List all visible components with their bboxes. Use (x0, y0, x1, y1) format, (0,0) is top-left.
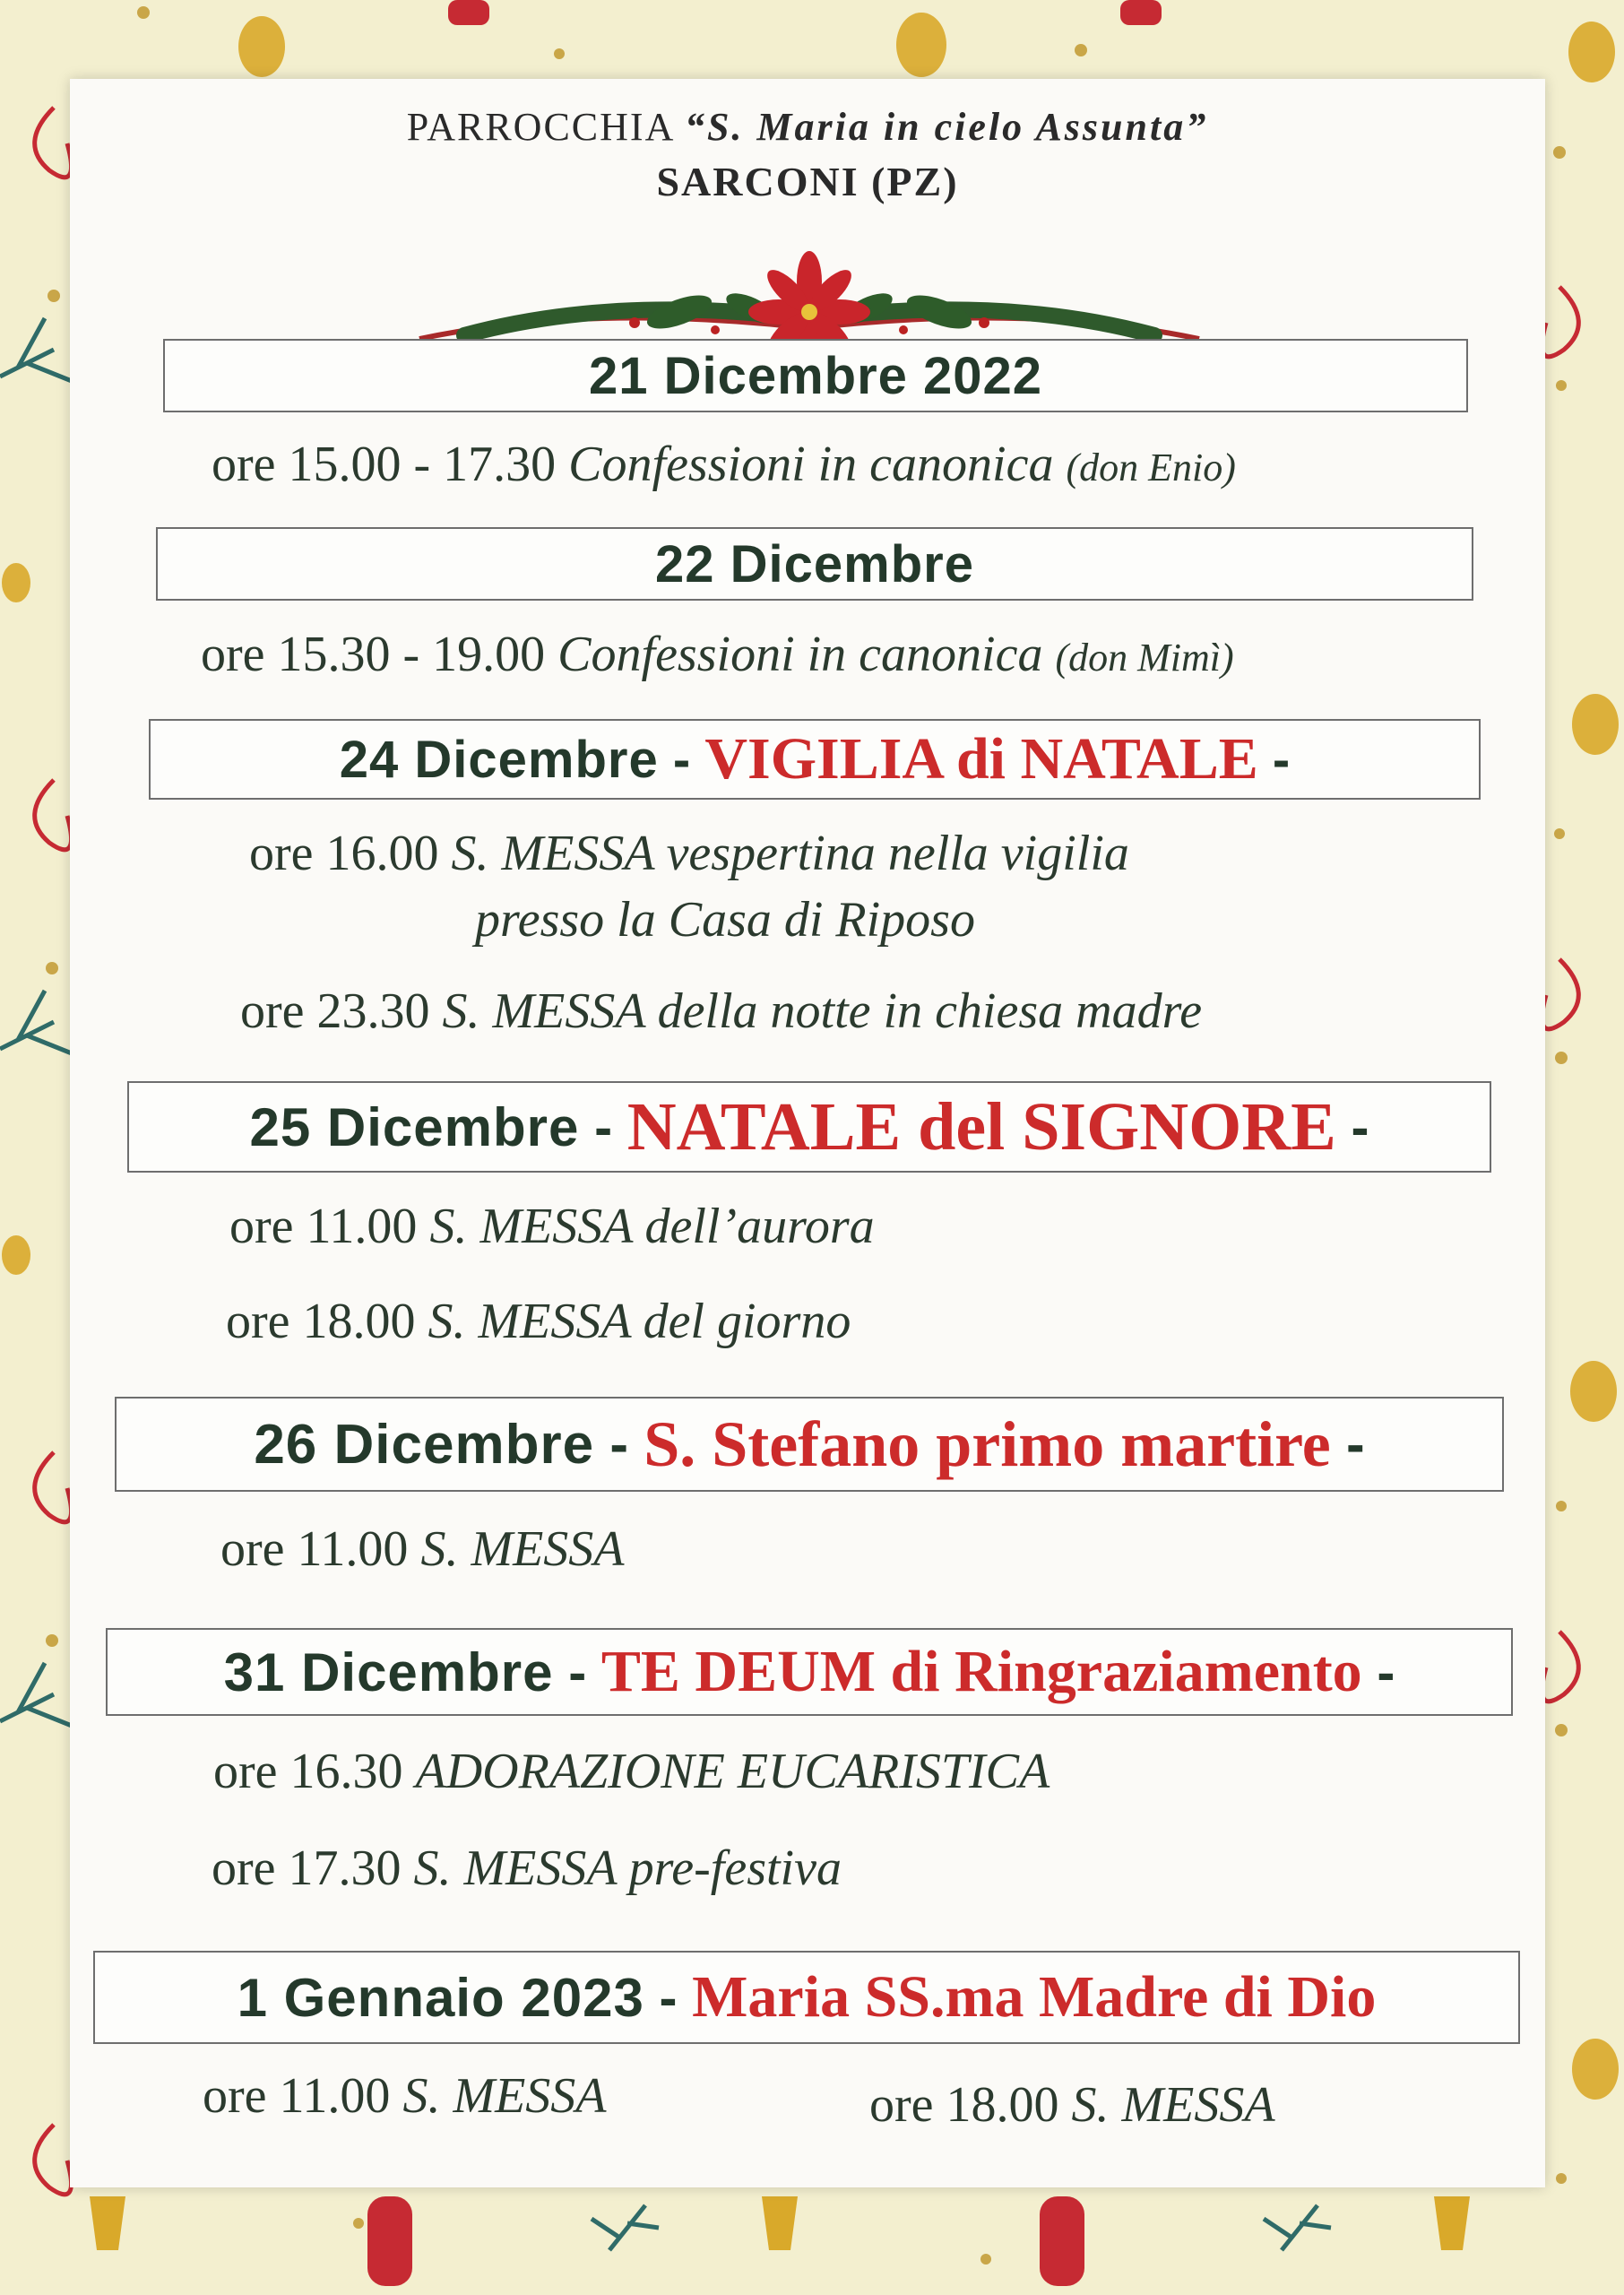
town-name: SARCONI (PZ) (656, 159, 959, 204)
event-time: ore 18.00 (869, 2077, 1059, 2133)
schedule-line (203, 2067, 607, 2125)
pine-branch-icon (0, 991, 72, 1053)
feast-title: Maria SS.ma Madre di Dio (692, 1964, 1377, 2030)
date-box (93, 1951, 1520, 2044)
event-date: 21 Dicembre 2022 (588, 346, 1043, 405)
date-box (156, 527, 1473, 601)
separator: - (594, 1096, 613, 1157)
feast-title: VIGILIA di NATALE (704, 726, 1258, 792)
event-note: (don Enio) (1066, 446, 1236, 489)
schedule-line (213, 1743, 1050, 1800)
parish-label: PARROCCHIA (406, 105, 673, 149)
parish-heading (70, 104, 1545, 150)
event-description: S. MESSA (1071, 2077, 1275, 2133)
schedule-line (220, 1520, 625, 1578)
event-time: ore 18.00 (226, 1294, 416, 1349)
stocking-icon (1120, 0, 1162, 25)
separator: - (659, 1967, 678, 2028)
red-bow-icon (1542, 959, 1579, 1029)
schedule-line (869, 2076, 1275, 2134)
feast-title: NATALE del SIGNORE (626, 1088, 1336, 1165)
date-box (149, 719, 1481, 800)
red-bow-icon (1542, 287, 1579, 357)
feast-title: S. Stefano primo martire (644, 1407, 1331, 1480)
parish-name: “S. Maria in cielo Assunta” (684, 105, 1209, 149)
event-time: ore 11.00 (220, 1521, 409, 1577)
event-time: ore 17.30 (212, 1840, 402, 1896)
date-box (106, 1628, 1513, 1716)
event-description: S. MESSA (402, 2068, 607, 2124)
schedule-line (212, 1840, 842, 1897)
event-time: ore 16.00 (249, 826, 439, 881)
separator: - (1377, 1641, 1395, 1702)
event-time: ore 16.30 (213, 1744, 403, 1799)
pine-branch-icon (0, 318, 72, 381)
event-date: 24 Dicembre (339, 730, 659, 789)
schedule-line (229, 1198, 875, 1255)
event-description: S. MESSA della notte in chiesa madre (442, 983, 1203, 1039)
date-box (127, 1081, 1491, 1173)
event-description: Confessioni in canonica (557, 627, 1043, 682)
stocking-icon (367, 2196, 412, 2286)
event-time: ore 15.30 - 19.00 (201, 627, 546, 682)
event-description: S. MESSA dell’aurora (429, 1199, 875, 1254)
gold-ornament-icon (1570, 1361, 1617, 1422)
schedule-line-continued (475, 891, 975, 948)
gold-ornament-icon (1572, 2039, 1619, 2100)
event-time: ore 23.30 (240, 983, 430, 1039)
red-bow-icon (35, 780, 72, 850)
event-time: ore 11.00 (229, 1199, 418, 1254)
separator: - (1346, 1413, 1365, 1476)
gold-ornament-icon (1568, 22, 1615, 82)
date-box (115, 1397, 1504, 1492)
stocking-icon (1040, 2196, 1084, 2286)
event-time: ore 11.00 (203, 2068, 391, 2124)
event-date: 31 Dicembre (223, 1641, 554, 1702)
gold-ornament-icon (2, 1235, 30, 1275)
pine-branch-icon (592, 2205, 659, 2250)
separator: - (1351, 1096, 1369, 1157)
separator: - (568, 1641, 587, 1702)
event-date: 25 Dicembre (249, 1096, 580, 1157)
pine-branch-icon (0, 1663, 72, 1726)
event-description: Confessioni in canonica (568, 437, 1054, 492)
schedule-line (226, 1293, 851, 1350)
bell-icon (1434, 2196, 1470, 2250)
event-description: ADORAZIONE EUCARISTICA (415, 1744, 1050, 1799)
pine-branch-icon (1264, 2205, 1331, 2250)
bell-icon (762, 2196, 798, 2250)
red-bow-icon (35, 1452, 72, 1522)
gold-ornament-icon (238, 16, 285, 77)
gold-ornament-icon (2, 563, 30, 602)
schedule-line (240, 983, 1202, 1040)
event-date: 22 Dicembre (655, 534, 974, 593)
event-note: (don Mimì) (1055, 636, 1234, 680)
gold-ornament-icon (1572, 694, 1619, 755)
event-date: 1 Gennaio 2023 (237, 1967, 644, 2028)
bell-icon (90, 2196, 125, 2250)
event-time: ore 15.00 - 17.30 (212, 437, 557, 492)
separator: - (609, 1413, 628, 1476)
schedule-line (201, 626, 1234, 683)
schedule-line (212, 436, 1236, 493)
separator: - (1272, 730, 1291, 789)
red-bow-icon (35, 108, 72, 178)
red-bow-icon (1542, 1632, 1579, 1702)
date-box (163, 339, 1468, 412)
gold-ornament-icon (896, 13, 946, 77)
parish-notice (70, 79, 1545, 2187)
stocking-icon (448, 0, 489, 25)
event-description: S. MESSA pre-festiva (413, 1840, 842, 1896)
event-date: 26 Dicembre (254, 1413, 595, 1476)
event-description: S. MESSA (420, 1521, 625, 1577)
event-description: S. MESSA vespertina nella vigilia (451, 826, 1129, 881)
red-bow-icon (35, 2125, 72, 2195)
event-description-continued: presso la Casa di Riposo (475, 892, 975, 948)
separator: - (672, 730, 691, 789)
event-description: S. MESSA del giorno (428, 1294, 851, 1349)
feast-title: TE DEUM di Ringraziamento (600, 1639, 1362, 1704)
schedule-line (249, 825, 1129, 882)
